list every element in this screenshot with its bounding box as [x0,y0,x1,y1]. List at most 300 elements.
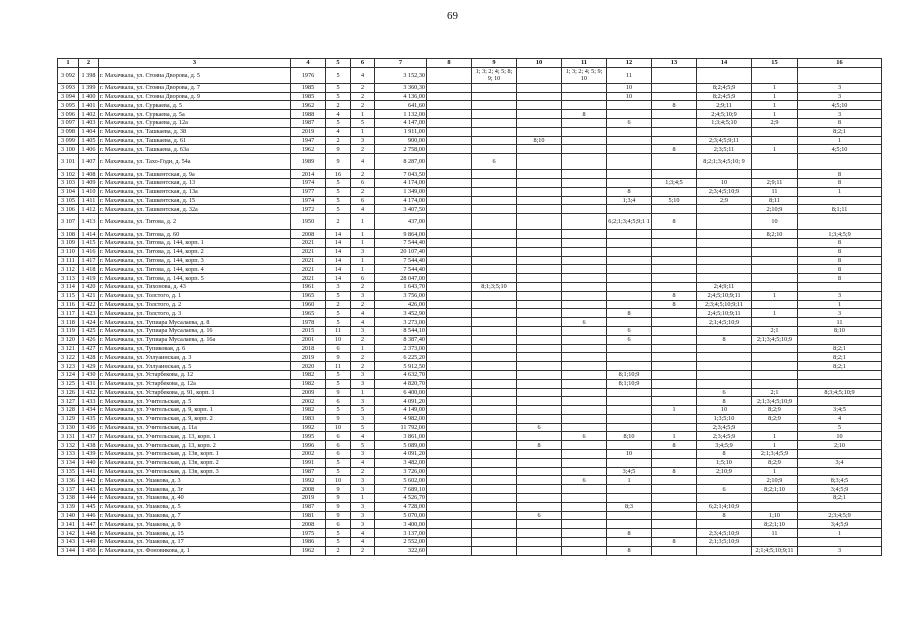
column-header: 14 [697,59,752,68]
table-cell: г. Махачкала, ул. Титова, д. 144, корп. 4 [99,265,291,274]
table-cell: г. Махачкала, ул. Суркаева, д. 5 [99,101,291,110]
table-row [58,397,882,406]
table-cell: 5 [351,423,375,432]
table-cell: г. Махачкала, ул. Учительская, д. 13в, корп. 1 [99,450,291,459]
table-cell: 2008 [291,230,326,239]
table-cell: 2;1;3;4;5;10;9 [752,335,798,344]
table-cell: 5;10 [652,196,697,205]
table-cell: 6 [607,326,652,335]
table-cell: 1 [798,187,882,196]
table-cell [472,432,517,441]
table-cell: 3;4 [798,458,882,467]
table-cell [697,205,752,214]
table-cell: 4 174,00 [375,178,427,187]
table-cell [472,118,517,127]
table-cell: 1 414 [79,230,99,239]
table-cell: г. Махачкала, ул. Тупиара Мусалаева, д. 8 [99,318,291,327]
table-row [58,494,882,503]
table-cell: 5 [326,83,351,92]
table-cell [697,494,752,503]
table-cell [472,196,517,205]
table-cell [697,546,752,555]
table-cell: 3 101 [58,154,79,170]
table-cell [607,423,652,432]
table-cell [697,326,752,335]
table-cell: 3 143 [58,538,79,547]
table-cell [652,170,697,179]
column-header: 10 [517,59,562,68]
table-row [58,388,882,397]
table-cell: 8 [607,546,652,555]
table-cell [652,362,697,371]
table-row [58,326,882,335]
table-cell: 2 758,00 [375,145,427,154]
table-cell [752,300,798,309]
table-cell [427,300,472,309]
table-cell: 6;2;1;4;10;9 [697,502,752,511]
table-cell: 3 452,90 [375,309,427,318]
table-cell [472,467,517,476]
table-cell [752,154,798,170]
table-cell [562,274,607,283]
table-cell [798,397,882,406]
table-cell: 3 [798,83,882,92]
table-cell: 5 [351,441,375,450]
table-cell [607,485,652,494]
table-cell: 3 129 [58,414,79,423]
table-cell: 4 174,00 [375,196,427,205]
table-cell [607,265,652,274]
table-cell: 3 137,00 [375,529,427,538]
table-cell [562,238,607,247]
table-row [58,520,882,529]
table-row [58,101,882,110]
table-cell: 3 142 [58,529,79,538]
table-cell [562,101,607,110]
table-cell: 8;2;1;10 [752,520,798,529]
table-cell: г. Махачкала, ул. Тупиара Мусалаева, д. 16а [99,335,291,344]
table-cell: 10 [697,178,752,187]
table-cell: 4 [351,529,375,538]
table-cell: 9 [326,145,351,154]
table-cell: 3 [351,414,375,423]
table-cell [562,414,607,423]
table-cell [427,230,472,239]
table-cell [697,265,752,274]
table-cell [607,397,652,406]
table-cell: 6 [326,441,351,450]
table-cell [652,546,697,555]
table-cell: 2001 [291,335,326,344]
table-row [58,546,882,555]
table-cell [562,458,607,467]
table-cell: г. Махачкала, ул. Тупиковая, д. 6 [99,344,291,353]
table-cell [427,494,472,503]
table-cell: 3 360,30 [375,83,427,92]
table-cell [472,214,517,230]
table-cell: 11 [326,362,351,371]
table-cell: г. Махачкала, ул. Устарбекова, д. 12 [99,370,291,379]
table-cell: 3 152,30 [375,67,427,83]
table-cell [652,529,697,538]
table-cell: 2;9 [697,196,752,205]
table-cell: 3 482,00 [375,458,427,467]
table-cell: 2;4;9;11 [697,282,752,291]
table-row [58,265,882,274]
table-cell [697,379,752,388]
table-cell: 8;10 [607,432,652,441]
table-cell [472,318,517,327]
table-cell: 1 421 [79,291,99,300]
table-cell: 8;1;11 [798,205,882,214]
table-cell: 1 [351,230,375,239]
table-cell [652,326,697,335]
table-cell: г. Махачкала, ул. Ташкентская, д. 13а [99,187,291,196]
table-cell [652,370,697,379]
table-cell: 1 443 [79,485,99,494]
table-cell [697,476,752,485]
table-cell: 1 [351,127,375,136]
table-cell [562,265,607,274]
table-cell [517,450,562,459]
table-cell: г. Махачкала, ул. Учительская, д. 13в, корп. 3 [99,467,291,476]
table-cell: 426,00 [375,300,427,309]
table-cell: 1;3;4;5;10 [697,118,752,127]
table-cell: 1996 [291,441,326,450]
table-cell: 1 [351,265,375,274]
table-cell [798,538,882,547]
table-cell: г. Махачкала, ул. Ташкентская, д. 15 [99,196,291,205]
table-cell: 6 [351,178,375,187]
table-cell: 3 127 [58,397,79,406]
table-cell: 1 441 [79,467,99,476]
table-cell [517,127,562,136]
table-cell: 2021 [291,238,326,247]
table-cell [562,291,607,300]
table-cell: г. Махачкала, ул. Титова, д. 144, корп. 5 [99,274,291,283]
table-cell: г. Махачкала, ул. Уллуаинская, д. 3 [99,353,291,362]
table-cell [427,353,472,362]
table-cell: 3 144 [58,546,79,555]
table-cell: 3 094 [58,92,79,101]
table-cell: 3 100 [58,145,79,154]
table-cell: 3 096 [58,110,79,119]
table-cell: 3 122 [58,353,79,362]
table-cell [427,256,472,265]
table-cell: г. Махачкала, ул. Ушакова, д. 7 [99,511,291,520]
table-cell: 1 437 [79,432,99,441]
table-cell: г. Махачкала, ул. Суркаева, д. 12а [99,118,291,127]
table-cell: 3 120 [58,335,79,344]
table-cell: 1 434 [79,406,99,415]
table-cell [697,230,752,239]
table-cell: 1 424 [79,318,99,327]
table-cell: 1974 [291,178,326,187]
table-cell [607,127,652,136]
table-cell: 1 [752,110,798,119]
table-cell [517,67,562,83]
column-header: 15 [752,59,798,68]
table-cell: 8 [697,397,752,406]
table-cell [652,476,697,485]
table-cell [427,485,472,494]
table-cell [472,441,517,450]
table-cell [472,379,517,388]
table-cell: 1 449 [79,538,99,547]
column-header: 5 [326,59,351,68]
table-cell: г. Махачкала, ул. Тупиара Мусалаева, д. 16 [99,326,291,335]
table-cell: 2 [351,353,375,362]
table-cell: 2 [326,300,351,309]
table-cell: 2020 [291,362,326,371]
table-cell: г. Махачкала, ул. Ушакова, д. 3г [99,485,291,494]
table-cell: 4 [351,154,375,170]
table-cell [472,476,517,485]
table-cell: 2;1;3;4;5;10;9 [752,397,798,406]
table-cell: 3 097 [58,118,79,127]
table-cell [517,101,562,110]
table-cell: 3 103 [58,178,79,187]
table-cell: 3 141 [58,520,79,529]
housing-register-table [57,58,882,556]
table-cell [697,127,752,136]
table-cell: 5 [326,406,351,415]
table-cell: 2;3;5;11 [697,145,752,154]
table-cell [652,335,697,344]
table-cell: 1991 [291,458,326,467]
table-cell: 2;1 [752,388,798,397]
table-cell: 4 136,00 [375,92,427,101]
table-cell: 3 134 [58,458,79,467]
table-cell [652,83,697,92]
table-cell: 10 [607,83,652,92]
table-cell [652,344,697,353]
table-cell: 5 [326,318,351,327]
table-cell: 3 138 [58,494,79,503]
table-cell: 3 726,00 [375,467,427,476]
table-cell [517,145,562,154]
table-cell: г. Махачкала, ул. Ташкаева, д. 61 [99,136,291,145]
table-cell [752,362,798,371]
table-cell [427,414,472,423]
table-cell: 8 [798,265,882,274]
table-cell: 3 [798,546,882,555]
table-cell [752,379,798,388]
table-cell: 8 [607,187,652,196]
table-cell [562,538,607,547]
table-cell [652,282,697,291]
table-cell: 1 406 [79,145,99,154]
table-cell: 4 [351,458,375,467]
table-cell: 11 [607,67,652,83]
table-cell: 4 526,70 [375,494,427,503]
table-row [58,423,882,432]
table-cell: 1950 [291,214,326,230]
table-cell: г. Махачкала, ул. Учительская, д. 13, корп. 1 [99,432,291,441]
column-header: 3 [99,59,291,68]
table-cell [517,326,562,335]
table-cell [697,170,752,179]
table-cell: 8 [798,170,882,179]
table-cell [652,265,697,274]
table-cell: 6 [326,397,351,406]
table-row [58,187,882,196]
table-cell: 2 [326,101,351,110]
column-header: 12 [607,59,652,68]
table-cell: 8;2;1 [798,344,882,353]
table-cell [517,538,562,547]
table-cell [752,274,798,283]
table-cell [607,318,652,327]
table-row [58,379,882,388]
table-cell: 1 411 [79,196,99,205]
table-cell [652,494,697,503]
table-cell: 3 [798,110,882,119]
table-cell [752,353,798,362]
table-cell: 1 412 [79,205,99,214]
table-cell: 8 [607,529,652,538]
table-cell [652,274,697,283]
table-cell: 5 [326,187,351,196]
table-cell [472,538,517,547]
table-cell: г. Махачкала, ул. Стояна Дворова, д. 7 [99,83,291,92]
table-cell: 1977 [291,187,326,196]
table-cell [472,485,517,494]
table-cell: 3 [351,326,375,335]
table-cell [517,502,562,511]
table-cell: 8;2;4;5;9 [697,83,752,92]
table-cell: 28 047,00 [375,274,427,283]
table-cell: 8 [652,145,697,154]
table-cell: 8;2;9 [752,414,798,423]
column-header: 13 [652,59,697,68]
table-cell [472,110,517,119]
table-cell: 1983 [291,414,326,423]
table-cell [472,529,517,538]
table-cell [427,282,472,291]
table-cell [517,187,562,196]
table-cell: 11 [752,187,798,196]
table-cell [562,256,607,265]
table-cell [607,170,652,179]
table-cell: 3 098 [58,127,79,136]
table-cell: 8 [798,238,882,247]
table-cell [472,326,517,335]
table-cell: 5 [326,309,351,318]
table-cell: 2 373,00 [375,344,427,353]
table-cell: 2 [351,145,375,154]
table-cell: 4 [351,318,375,327]
table-cell: 1 415 [79,238,99,247]
table-cell: г. Махачкала, ул. Ушакова, д. 3 [99,476,291,485]
table-cell: 2018 [291,344,326,353]
table-cell [752,344,798,353]
table-cell: 1 [351,214,375,230]
table-cell [562,450,607,459]
table-cell: 3 136 [58,476,79,485]
table-cell: 1 [351,344,375,353]
table-cell [427,145,472,154]
table-cell: 2;3;4;5;9 [798,511,882,520]
table-cell [517,379,562,388]
table-cell [652,450,697,459]
table-cell [427,546,472,555]
table-cell: 14 [326,256,351,265]
table-cell: 6 [697,388,752,397]
page-number: 69 [447,10,458,22]
table-cell [472,344,517,353]
table-cell: 14 [326,265,351,274]
table-cell: 1 [752,432,798,441]
table-cell: 3 117 [58,309,79,318]
table-cell: 10 [326,423,351,432]
table-cell: г. Махачкала, ул. Толстого, д. 1 [99,291,291,300]
table-cell [562,511,607,520]
table-cell [517,546,562,555]
table-cell: 1988 [291,110,326,119]
table-cell: 2;10 [798,441,882,450]
table-cell [562,145,607,154]
table-row [58,170,882,179]
table-cell [472,388,517,397]
table-cell [472,511,517,520]
table-cell [697,362,752,371]
table-cell: 1987 [291,502,326,511]
table-cell: 2 [326,214,351,230]
table-cell: 2021 [291,256,326,265]
table-cell [652,423,697,432]
table-cell [427,335,472,344]
table-cell: 1 [652,432,697,441]
table-cell [562,118,607,127]
table-cell: 3 [798,291,882,300]
table-cell: 1978 [291,318,326,327]
table-cell: 8 [652,467,697,476]
table-cell: 9 [326,154,351,170]
table-cell: 5 [326,67,351,83]
table-cell: 8;1;3;5;10 [472,282,517,291]
table-cell: 1972 [291,205,326,214]
table-cell: 1 [752,101,798,110]
table-row [58,370,882,379]
table-cell [652,520,697,529]
table-cell [752,238,798,247]
column-header: 6 [351,59,375,68]
table-row [58,205,882,214]
table-row [58,406,882,415]
table-cell [427,432,472,441]
table-cell [472,397,517,406]
table-cell: 2015 [291,326,326,335]
table-cell: 5 [326,458,351,467]
table-cell: 1989 [291,154,326,170]
table-cell [427,196,472,205]
table-cell: 1 [351,110,375,119]
table-cell [472,178,517,187]
table-cell [562,423,607,432]
table-cell: 3 273,00 [375,318,427,327]
table-cell: 3 [351,520,375,529]
table-cell [427,502,472,511]
table-cell: 5 912,50 [375,362,427,371]
table-cell: 8 [517,441,562,450]
table-cell [517,485,562,494]
table-cell: 2 [351,101,375,110]
table-cell: г. Махачкала, ул. Ташкентская, д. 9а [99,170,291,179]
table-cell: 3 126 [58,388,79,397]
table-cell [752,494,798,503]
table-cell [562,326,607,335]
